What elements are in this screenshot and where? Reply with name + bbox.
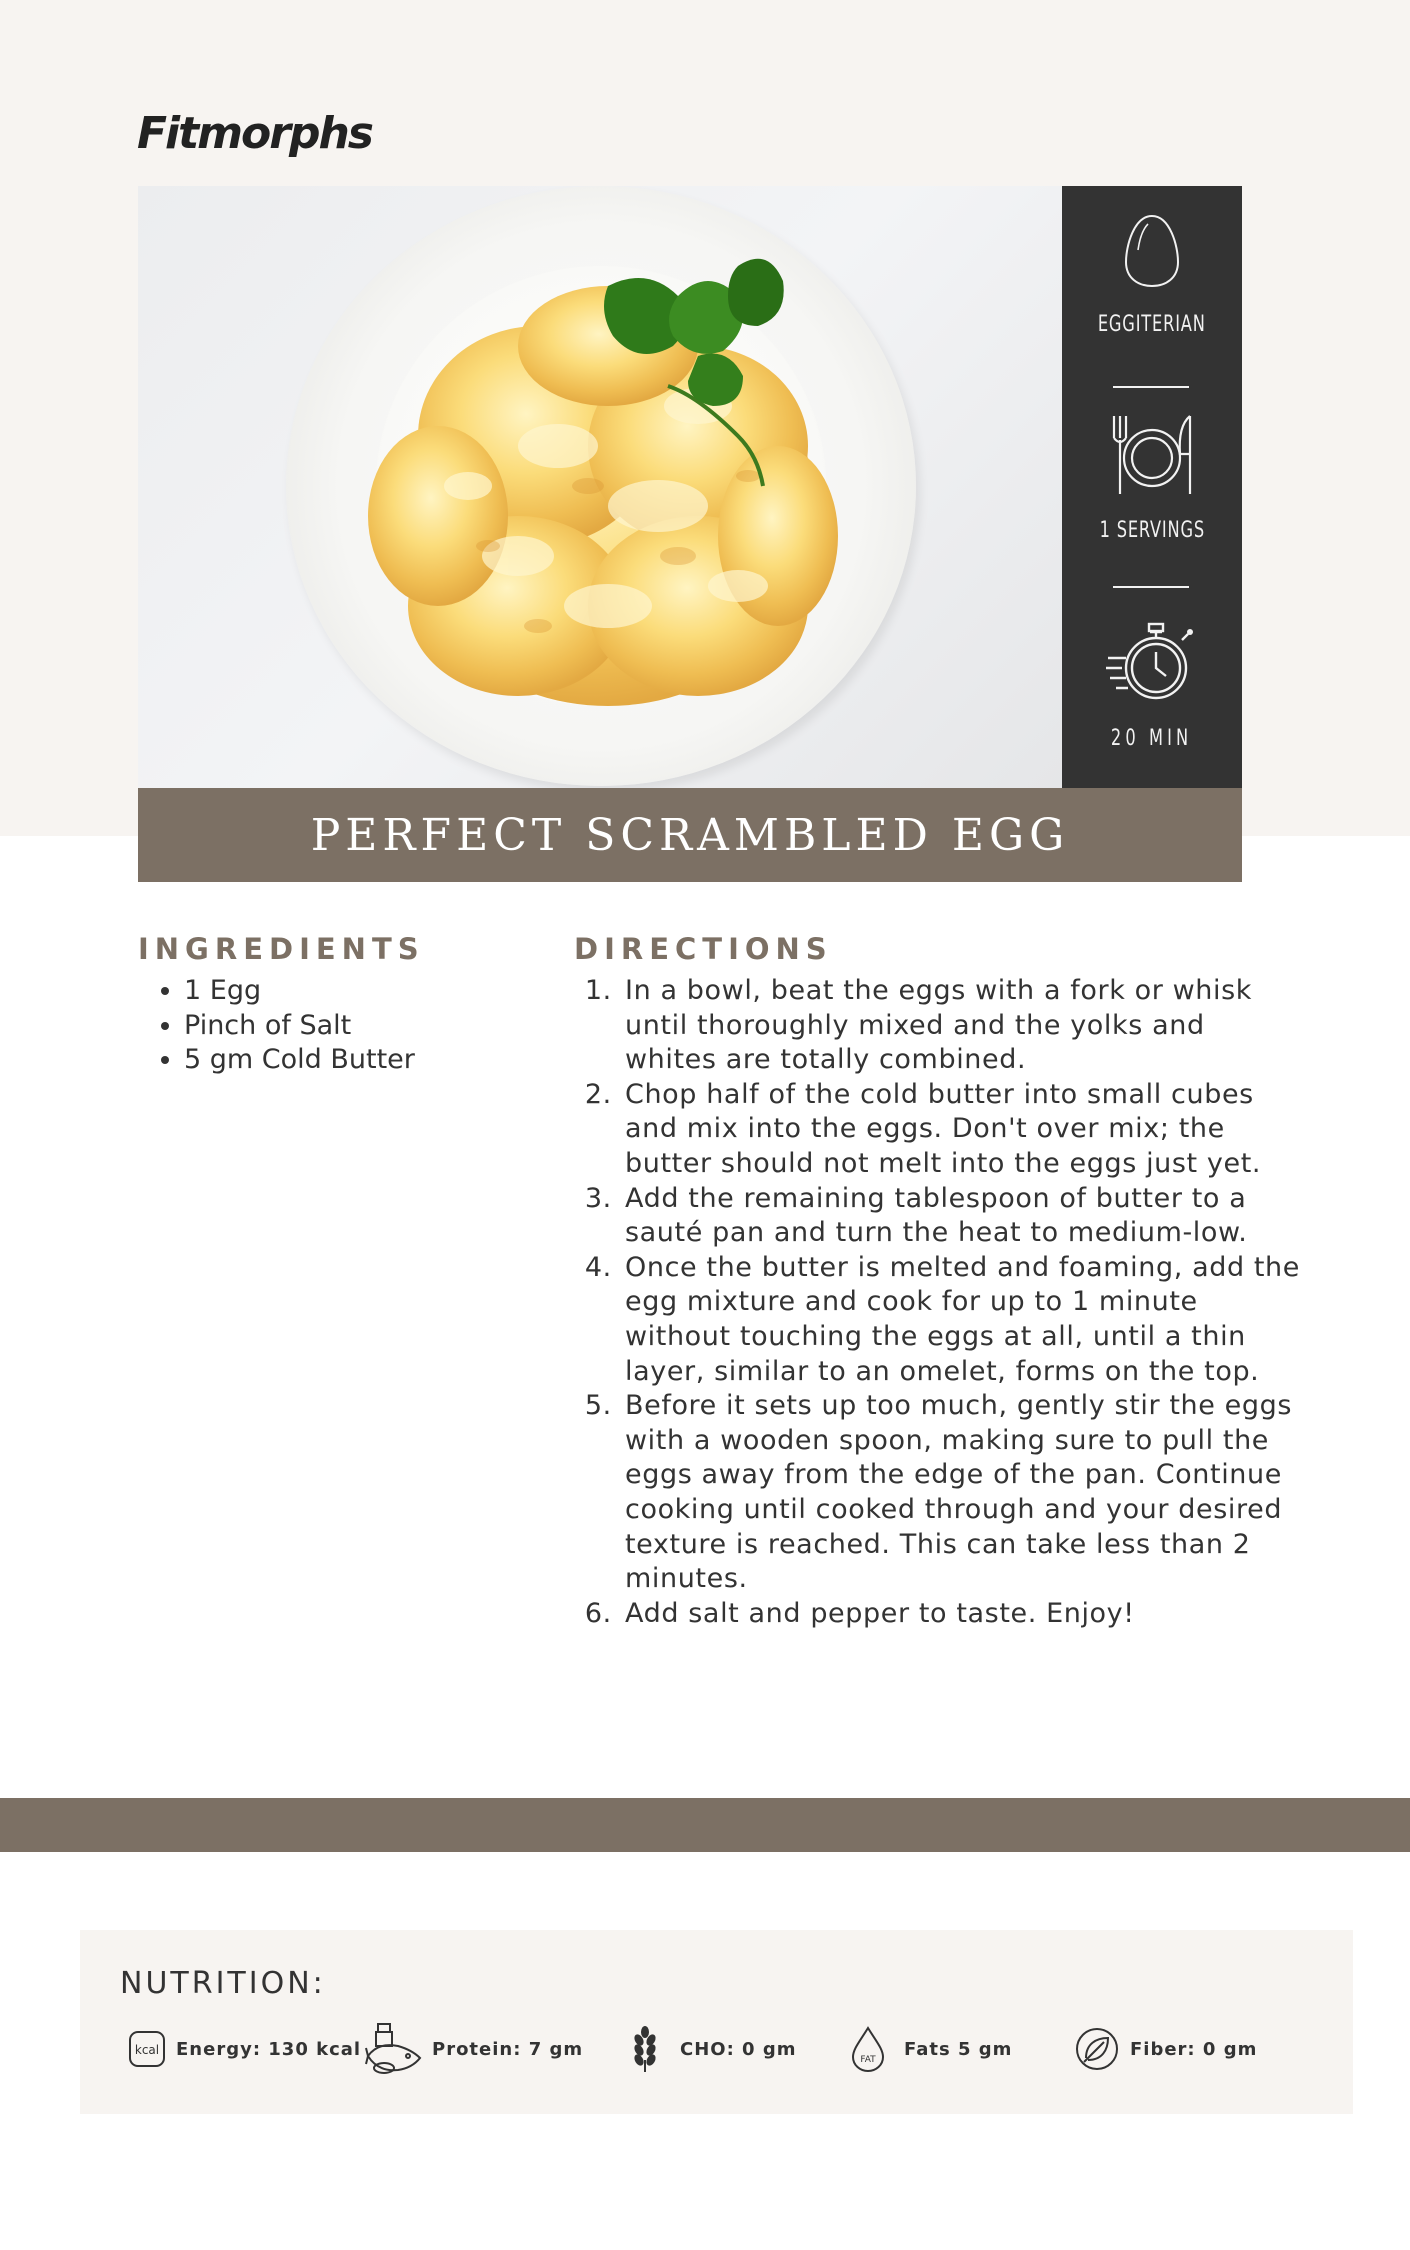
svg-text:FAT: FAT — [860, 2055, 876, 2065]
direction-step: 2. Chop half of the cold butter into small cubes and mix into the eggs. Don't over mix; the butter should not melt into the eggs just yet. — [621, 1078, 1301, 1182]
nutrition-energy — [128, 2022, 361, 2076]
recipe-photo — [138, 186, 1064, 788]
cho-label: CHO: 0 gm — [680, 2038, 797, 2060]
recipe-title-bar — [138, 788, 1242, 882]
diet-block — [1062, 212, 1242, 337]
svg-text:kcal: kcal — [134, 2043, 160, 2057]
fiber-leaf-icon — [1074, 2026, 1120, 2072]
directions-list — [585, 974, 1301, 1631]
direction-step: 3. Add the remaining tablespoon of butter to a sauté pan and turn the heat to medium-low. — [621, 1182, 1301, 1251]
diet-label: EGGITERIAN — [1098, 312, 1206, 337]
wheat-icon — [628, 2026, 662, 2072]
nutrition-fiber — [1074, 2022, 1257, 2076]
direction-step: 6. Add salt and pepper to taste. Enjoy! — [621, 1597, 1301, 1632]
ingredients-list — [148, 974, 415, 1078]
stopwatch-icon — [1104, 614, 1200, 710]
protein-label: Protein: 7 gm — [432, 2038, 584, 2060]
recipe-info-sidebar — [1062, 186, 1242, 788]
time-label: 20 MIN — [1111, 726, 1193, 751]
sidebar-divider — [1113, 586, 1189, 588]
direction-step: 5. Before it sets up too much, gently stir the eggs with a wooden spoon, making sure to pull the eggs away from the edge of the pan. Continue cooking until cooked through and your desired texture is reached. This can take less than 2 minutes. — [621, 1389, 1301, 1597]
direction-step: 1. In a bowl, beat the eggs with a fork or whisk until thoroughly mixed and the yolks and whites are totally combined. — [621, 974, 1301, 1078]
brand-logo: Fitmorphs — [137, 108, 372, 159]
nutrition-heading: NUTRITION: — [120, 1966, 326, 2001]
nutrition-panel — [80, 1930, 1353, 2114]
fats-label: Fats 5 gm — [904, 2038, 1013, 2060]
ingredient-item: • 5 gm Cold Butter — [184, 1043, 415, 1078]
direction-step: 4. Once the butter is melted and foaming, add the egg mixture and cook for up to 1 minute without touching the eggs at all, until a thin layer, similar to an omelet, forms on the top. — [621, 1251, 1301, 1389]
energy-label: Energy: 130 kcal — [176, 2038, 362, 2060]
servings-block — [1062, 412, 1242, 543]
protein-icon — [364, 2022, 422, 2076]
nutrition-cho — [628, 2022, 796, 2076]
ingredient-item: • Pinch of Salt — [184, 1009, 415, 1044]
plate-cutlery-icon — [1106, 412, 1198, 498]
footer-bar — [0, 1798, 1410, 1852]
kcal-icon — [128, 2030, 166, 2068]
time-block — [1062, 614, 1242, 751]
ingredients-heading: INGREDIENTS — [138, 932, 425, 966]
scrambled-egg-illustration — [138, 186, 1064, 788]
sidebar-divider — [1113, 386, 1189, 388]
egg-icon — [1122, 212, 1182, 290]
fiber-label: Fiber: 0 gm — [1130, 2038, 1258, 2060]
fat-drop-icon — [850, 2025, 886, 2073]
nutrition-fats — [850, 2022, 1012, 2076]
nutrition-protein — [364, 2022, 583, 2076]
servings-label: 1 SERVINGS — [1099, 518, 1205, 543]
recipe-title: PERFECT SCRAMBLED EGG — [310, 809, 1070, 861]
ingredient-item: • 1 Egg — [184, 974, 415, 1009]
directions-heading: DIRECTIONS — [574, 932, 833, 966]
